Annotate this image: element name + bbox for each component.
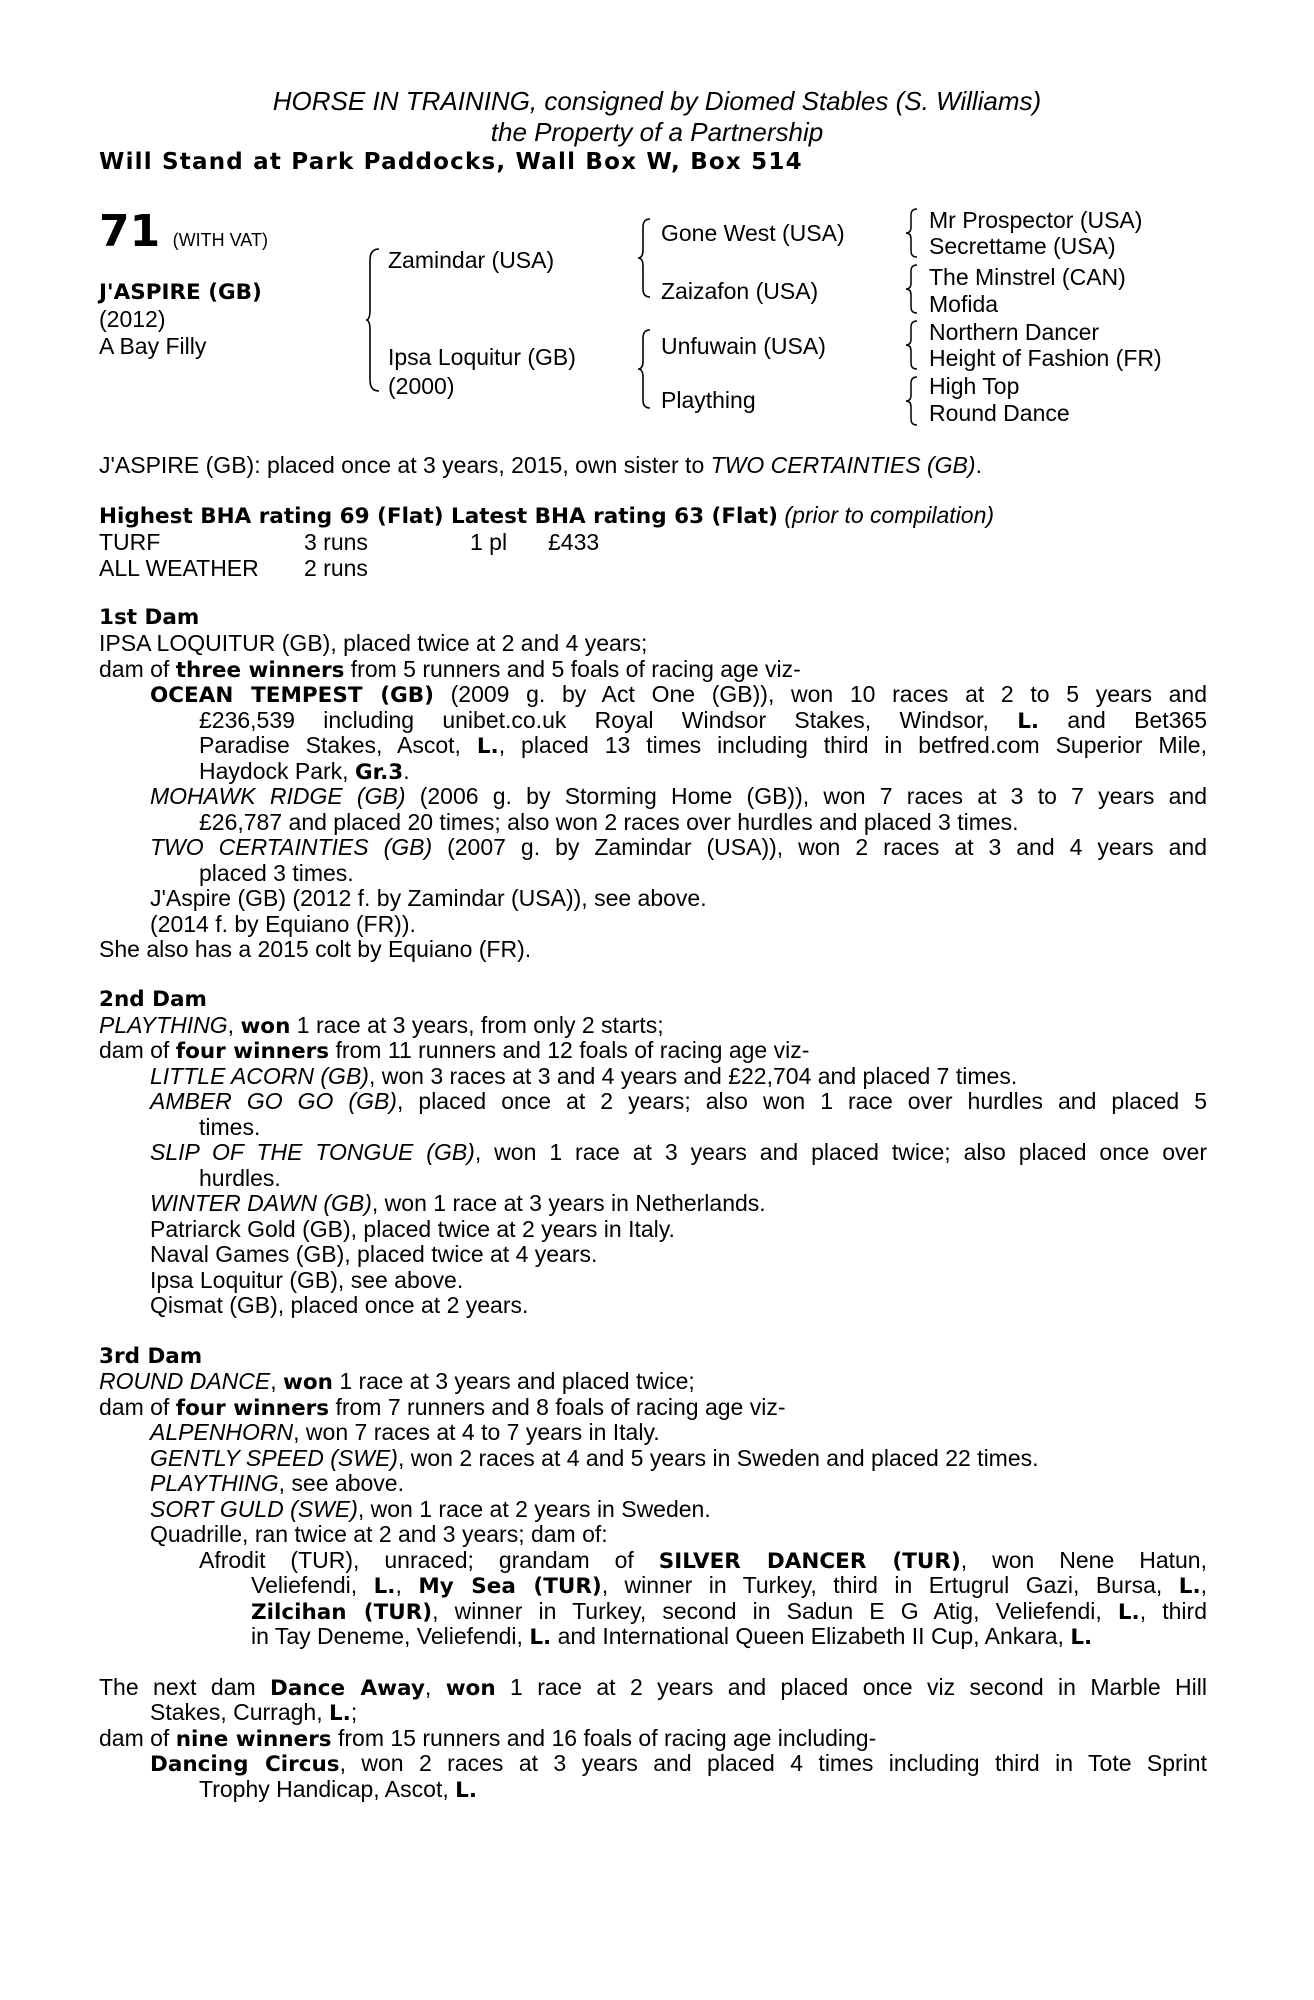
two-certainties-line2: placed 3 times.: [199, 860, 354, 886]
pedigree-sire: Zamindar (USA): [388, 247, 555, 273]
amber-go-go-line2: times.: [199, 1114, 261, 1140]
pedigree-dam-sire: Unfuwain (USA): [661, 333, 826, 359]
pedigree-g4: Mofida: [929, 291, 999, 317]
dam2-line1: PLAYTHING, won 1 race at 3 years, from only 2 starts;: [99, 1012, 664, 1039]
pedigree-g2: Secrettame (USA): [929, 233, 1116, 259]
ocean-tempest-line4: Haydock Park, Gr.3.: [199, 758, 410, 785]
nextdam-line1: The next dam Dance Away, won 1 race at 2 years and placed once viz second in Marble Hill: [99, 1674, 1207, 1701]
pedigree-g3: The Minstrel (CAN): [929, 264, 1126, 290]
mohawk-ridge-line1: MOHAWK RIDGE (GB) (2006 g. by Storming Home (GB)), won 7 races at 3 to 7 years and: [150, 783, 1207, 809]
sort-guld-line: SORT GULD (SWE), won 1 race at 2 years in Sweden.: [150, 1496, 711, 1522]
pedigree-brace-g3: [905, 320, 921, 370]
nextdam-line3: dam of nine winners from 15 runners and 16 foals of racing age including-: [99, 1725, 877, 1752]
pedigree-sire-dam: Zaizafon (USA): [661, 278, 819, 304]
afrodit-line2: Veliefendi, L., My Sea (TUR), winner in Turkey, third in Ertugrul Gazi, Bursa, L.,: [251, 1572, 1208, 1599]
pedigree-brace-g2: [905, 264, 921, 314]
dam2-line2: dam of four winners from 11 runners and 12 foals of racing age viz-: [99, 1037, 810, 1064]
afrodit-line1: Afrodit (TUR), unraced; grandam of SILVER DANCER (TUR), won Nene Hatun,: [199, 1547, 1207, 1574]
dam2-heading: 2nd Dam: [99, 987, 207, 1012]
pedigree-brace-main: [365, 248, 383, 393]
dam3-heading: 3rd Dam: [99, 1344, 203, 1369]
horse-year: (2012): [99, 306, 166, 332]
aw-runs: 2 runs: [304, 555, 368, 581]
horse-description: A Bay Filly: [99, 333, 207, 359]
ocean-tempest-line1: OCEAN TEMPEST (GB) (2009 g. by Act One (GB)), won 10 races at 2 to 5 years and: [150, 681, 1208, 708]
colt-2015-line: She also has a 2015 colt by Equiano (FR).: [99, 936, 532, 962]
pedigree-g8: Round Dance: [929, 400, 1070, 426]
dam1-heading: 1st Dam: [99, 605, 200, 630]
lot-number: 71: [99, 206, 161, 257]
quadrille-line: Quadrille, ran twice at 2 and 3 years; dam of:: [150, 1521, 608, 1547]
pedigree-brace-g4: [905, 376, 921, 426]
afrodit-line3: Zilcihan (TUR), winner in Turkey, second in Sadun E G Atig, Veliefendi, L., third: [251, 1598, 1207, 1625]
lot-vat: (WITH VAT): [172, 230, 268, 250]
header-line-2: the Property of a Partnership: [490, 117, 824, 147]
pedigree-brace-dam: [637, 329, 655, 409]
dancing-circus-line2: Trophy Handicap, Ascot, L.: [199, 1776, 477, 1803]
pedigree-brace-sire: [637, 218, 655, 298]
foal-2014-line: (2014 f. by Equiano (FR)).: [150, 911, 416, 937]
nextdam-line2: Stakes, Curragh, L.;: [150, 1699, 358, 1726]
qismat-line: Qismat (GB), placed once at 2 years.: [150, 1292, 529, 1318]
pedigree-g7: High Top: [929, 373, 1020, 399]
horse-name: J'ASPIRE (GB): [99, 280, 262, 305]
dam3-line2: dam of four winners from 7 runners and 8 foals of racing age viz-: [99, 1394, 786, 1421]
ocean-tempest-line2: £236,539 including unibet.co.uk Royal Windsor Stakes, Windsor, L. and Bet365: [199, 707, 1207, 734]
dam1-line1: IPSA LOQUITUR (GB), placed twice at 2 and 4 years;: [99, 630, 648, 656]
summary-line: J'ASPIRE (GB): placed once at 3 years, 2015, own sister to TWO CERTAINTIES (GB).: [99, 452, 982, 478]
slip-of-the-tongue-line1: SLIP OF THE TONGUE (GB), won 1 race at 3 years and placed twice; also placed once over: [150, 1139, 1207, 1165]
dam3-line1: ROUND DANCE, won 1 race at 3 years and placed twice;: [99, 1368, 695, 1395]
naval-games-line: Naval Games (GB), placed twice at 4 years.: [150, 1241, 598, 1267]
ocean-tempest-line3: Paradise Stakes, Ascot, L., placed 13 times including third in betfred.com Superior Mile,: [199, 732, 1207, 759]
slip-of-the-tongue-line2: hurdles.: [199, 1165, 281, 1191]
amber-go-go-line1: AMBER GO GO (GB), placed once at 2 years; also won 1 race over hurdles and placed 5: [150, 1088, 1207, 1114]
two-certainties-line1: TWO CERTAINTIES (GB) (2007 g. by Zamindar (USA)), won 2 races at 3 and 4 years and: [150, 834, 1207, 860]
mohawk-ridge-line2: £26,787 and placed 20 times; also won 2 races over hurdles and placed 3 times.: [199, 809, 1019, 835]
dam1-line2: dam of three winners from 5 runners and 5 foals of racing age viz-: [99, 656, 801, 683]
turf-label: TURF: [99, 529, 161, 555]
pedigree-brace-g1: [905, 208, 921, 258]
little-acorn-line: LITTLE ACORN (GB), won 3 races at 3 and 4 years and £22,704 and placed 7 times.: [150, 1063, 1018, 1089]
gently-speed-line: GENTLY SPEED (SWE), won 2 races at 4 and 5 years in Sweden and placed 22 times.: [150, 1445, 1039, 1471]
pedigree-dam-year: (2000): [388, 373, 455, 399]
turf-runs: 3 runs: [304, 529, 368, 555]
ipsa-loquitur-line: Ipsa Loquitur (GB), see above.: [150, 1267, 464, 1293]
turf-prize: £433: [548, 529, 600, 555]
ratings-line: Highest BHA rating 69 (Flat) Latest BHA rating 63 (Flat) (prior to compilation): [99, 502, 995, 529]
alpenhorn-line: ALPENHORN, won 7 races at 4 to 7 years in Italy.: [150, 1419, 660, 1445]
pedigree-dam-dam: Plaything: [661, 387, 756, 413]
aw-label: ALL WEATHER: [99, 555, 259, 581]
afrodit-line4: in Tay Deneme, Veliefendi, L. and International Queen Elizabeth II Cup, Ankara, L.: [251, 1623, 1093, 1650]
winter-dawn-line: WINTER DAWN (GB), won 1 race at 3 years in Netherlands.: [150, 1190, 766, 1216]
plaything-line: PLAYTHING, see above.: [150, 1470, 404, 1496]
turf-placed: 1 pl: [470, 529, 508, 555]
header-line-1: HORSE IN TRAINING, consigned by Diomed Stables (S. Williams): [272, 86, 1042, 116]
pedigree-sire-sire: Gone West (USA): [661, 220, 845, 246]
pedigree-dam: Ipsa Loquitur (GB): [388, 344, 576, 370]
header-line-3: Will Stand at Park Paddocks, Wall Box W, Box 514: [99, 149, 803, 175]
lot-number-row: [99, 206, 268, 257]
pedigree-g5: Northern Dancer: [929, 319, 1100, 345]
jaspire-line: J'Aspire (GB) (2012 f. by Zamindar (USA)), see above.: [150, 885, 707, 911]
dancing-circus-line1: Dancing Circus, won 2 races at 3 years and placed 4 times including third in Tote Sprint: [150, 1750, 1207, 1777]
pedigree-g6: Height of Fashion (FR): [929, 345, 1162, 371]
pedigree-g1: Mr Prospector (USA): [929, 207, 1143, 233]
patriarck-gold-line: Patriarck Gold (GB), placed twice at 2 years in Italy.: [150, 1216, 675, 1242]
